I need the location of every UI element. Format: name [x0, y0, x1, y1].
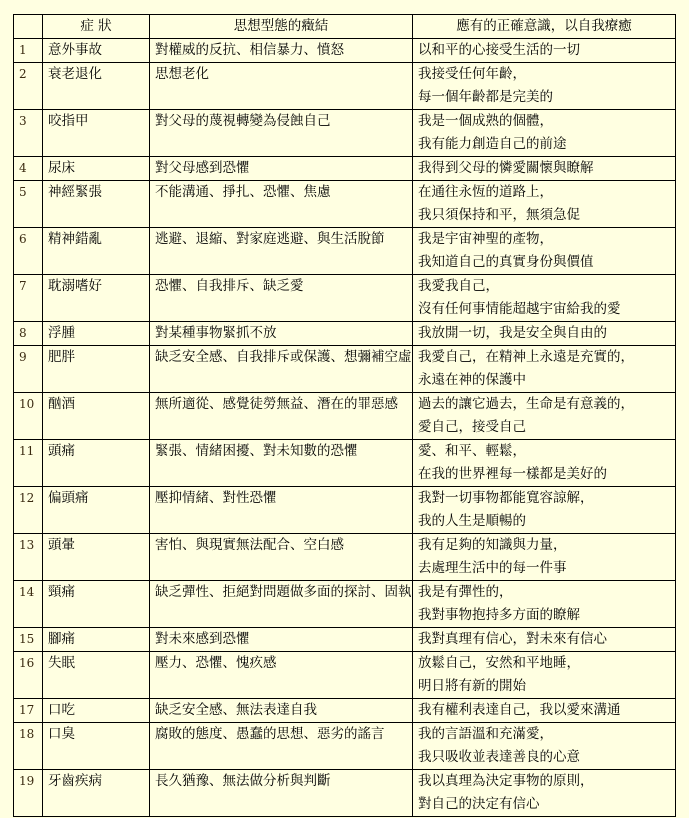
cause-cell: 缺乏彈性、拒絕對問題做多面的探討、固執	[150, 581, 413, 628]
table-row	[14, 228, 676, 275]
table-row	[14, 534, 676, 581]
symptom-cell: 頭暈	[43, 534, 150, 581]
row-number: 5	[14, 181, 43, 228]
row-number: 19	[14, 770, 43, 817]
symptom-cell: 神經緊張	[43, 181, 150, 228]
table-header-row	[14, 15, 676, 39]
row-number: 15	[14, 628, 43, 652]
cure-line: 我是一個成熟的個體，	[418, 113, 553, 129]
cure-line: 我知道自己的真實身份與價值	[418, 254, 594, 270]
symptom-cell: 衰老退化	[43, 63, 150, 110]
cause-cell: 對未來感到恐懼	[150, 628, 413, 652]
row-number: 17	[14, 699, 43, 723]
row-number: 2	[14, 63, 43, 110]
cause-cell: 壓抑情緒、對性恐懼	[150, 487, 413, 534]
cure-line: 我是有彈性的，	[418, 584, 513, 600]
cure-cell	[413, 181, 676, 228]
cure-line: 我是宇宙神聖的產物，	[418, 231, 553, 247]
table-row	[14, 110, 676, 157]
cure-line: 我只吸收並表達善良的心意	[418, 749, 580, 765]
row-number: 7	[14, 275, 43, 322]
cure-line: 我有權利表達自己，我以愛來溝通	[418, 702, 621, 718]
symptom-cell: 精神錯亂	[43, 228, 150, 275]
symptom-cell: 失眠	[43, 652, 150, 699]
table-row	[14, 652, 676, 699]
table-row	[14, 393, 676, 440]
symptom-cell: 偏頭痛	[43, 487, 150, 534]
row-number: 4	[14, 157, 43, 181]
cure-cell	[413, 322, 676, 346]
cure-cell	[413, 581, 676, 628]
cure-line: 我得到父母的憐愛關懷與瞭解	[418, 160, 594, 176]
cure-line: 我以真理為決定事物的原則，	[418, 773, 594, 789]
cure-line: 我對真理有信心，對未來有信心	[418, 631, 607, 647]
symptom-cell: 頭痛	[43, 440, 150, 487]
symptom-cell: 耽溺嗜好	[43, 275, 150, 322]
cure-line: 我對事物抱持多方面的瞭解	[418, 607, 580, 623]
header-symptom: 症 狀	[43, 15, 150, 39]
cure-line: 沒有任何事情能超越宇宙給我的愛	[418, 301, 621, 317]
cure-cell	[413, 723, 676, 770]
symptom-cell: 咬指甲	[43, 110, 150, 157]
symptom-cell: 口臭	[43, 723, 150, 770]
table-row	[14, 63, 676, 110]
cure-cell	[413, 628, 676, 652]
cure-cell	[413, 228, 676, 275]
table-row	[14, 699, 676, 723]
cause-cell: 無所適從、感覺徒勞無益、潛在的罪惡感	[150, 393, 413, 440]
table-row	[14, 723, 676, 770]
cure-cell	[413, 393, 676, 440]
cause-cell: 腐敗的態度、愚蠢的思想、惡劣的謠言	[150, 723, 413, 770]
cure-line: 我的言語溫和充滿愛，	[418, 726, 553, 742]
cure-line: 在通往永恆的道路上，	[418, 184, 553, 200]
cure-line: 去處理生活中的每一件事	[418, 560, 567, 576]
cure-line: 我有足夠的知識與力量，	[418, 537, 567, 553]
cure-line: 放鬆自己，安然和平地睡，	[418, 655, 580, 671]
row-number: 1	[14, 39, 43, 63]
cure-line: 以和平的心接受生活的一切	[418, 42, 580, 58]
cause-cell: 對某種事物緊抓不放	[150, 322, 413, 346]
cause-cell: 害怕、與現實無法配合、空白感	[150, 534, 413, 581]
cause-cell: 不能溝通、掙扎、恐懼、焦慮	[150, 181, 413, 228]
cure-line: 我的人生是順暢的	[418, 513, 526, 529]
table-row	[14, 628, 676, 652]
cause-cell: 缺乏安全感、無法表達自我	[150, 699, 413, 723]
row-number: 18	[14, 723, 43, 770]
cure-line: 永遠在神的保護中	[418, 372, 526, 388]
row-number: 13	[14, 534, 43, 581]
table-row	[14, 581, 676, 628]
cause-cell: 逃避、退縮、對家庭逃避、與生活脫節	[150, 228, 413, 275]
cure-line: 每一個年齡都是完美的	[418, 89, 553, 105]
symptom-cell: 牙齒疾病	[43, 770, 150, 817]
row-number: 12	[14, 487, 43, 534]
cause-cell: 對權威的反抗、相信暴力、憤怒	[150, 39, 413, 63]
cure-line: 明日將有新的開始	[418, 678, 526, 694]
cure-line: 愛、和平、輕鬆，	[418, 443, 526, 459]
header-num	[14, 15, 43, 39]
row-number: 14	[14, 581, 43, 628]
symptom-cell: 酗酒	[43, 393, 150, 440]
cure-cell	[413, 699, 676, 723]
cure-line: 我只須保持和平，無須急促	[418, 207, 580, 223]
symptom-cell: 口吃	[43, 699, 150, 723]
cure-cell	[413, 39, 676, 63]
row-number: 6	[14, 228, 43, 275]
cause-cell: 恐懼、自我排斥、缺乏愛	[150, 275, 413, 322]
cure-cell	[413, 770, 676, 817]
symptom-cell: 肥胖	[43, 346, 150, 393]
symptom-cell: 浮腫	[43, 322, 150, 346]
cause-cell: 缺乏安全感、自我排斥或保護、想彌補空虛	[150, 346, 413, 393]
table-row	[14, 346, 676, 393]
table-row	[14, 487, 676, 534]
symptom-cell: 意外事故	[43, 39, 150, 63]
cure-cell	[413, 346, 676, 393]
row-number: 9	[14, 346, 43, 393]
cure-line: 我有能力創造自己的前途	[418, 136, 567, 152]
cure-line: 對自己的決定有信心	[418, 796, 540, 812]
row-number: 3	[14, 110, 43, 157]
cure-line: 過去的讓它過去，生命是有意義的，	[418, 396, 634, 412]
header-cause: 思想型態的癥結	[150, 15, 413, 39]
row-number: 16	[14, 652, 43, 699]
cure-cell	[413, 275, 676, 322]
header-cure: 應有的正確意識，以自我療癒	[413, 15, 676, 39]
table-row	[14, 157, 676, 181]
table-row	[14, 181, 676, 228]
cure-line: 愛自己，接受自己	[418, 419, 526, 435]
cure-cell	[413, 534, 676, 581]
table-row	[14, 39, 676, 63]
cure-line: 我對一切事物都能寬容諒解，	[418, 490, 594, 506]
row-number: 8	[14, 322, 43, 346]
cause-cell: 思想老化	[150, 63, 413, 110]
symptom-cell: 尿床	[43, 157, 150, 181]
cure-cell	[413, 652, 676, 699]
table-row	[14, 322, 676, 346]
table-row	[14, 275, 676, 322]
cause-cell: 壓力、恐懼、愧疚感	[150, 652, 413, 699]
row-number: 10	[14, 393, 43, 440]
table-row	[14, 440, 676, 487]
cure-line: 我愛我自己，	[418, 278, 499, 294]
cure-cell	[413, 440, 676, 487]
cure-cell	[413, 157, 676, 181]
cure-line: 在我的世界裡每一樣都是美好的	[418, 466, 607, 482]
cure-cell	[413, 110, 676, 157]
cause-cell: 長久猶豫、無法做分析與判斷	[150, 770, 413, 817]
cause-cell: 對父母感到恐懼	[150, 157, 413, 181]
table-row	[14, 770, 676, 817]
cause-cell: 緊張、情緒困擾、對未知數的恐懼	[150, 440, 413, 487]
cause-cell: 對父母的蔑視轉變為侵蝕自己	[150, 110, 413, 157]
cure-cell	[413, 63, 676, 110]
row-number: 11	[14, 440, 43, 487]
symptom-cell: 腳痛	[43, 628, 150, 652]
symptom-cure-table	[13, 14, 676, 817]
cure-line: 我愛自己，在精神上永遠是充實的，	[418, 349, 634, 365]
cure-cell	[413, 487, 676, 534]
cure-line: 我放開一切，我是安全與自由的	[418, 325, 607, 341]
cure-line: 我接受任何年齡，	[418, 66, 526, 82]
symptom-cell: 頸痛	[43, 581, 150, 628]
